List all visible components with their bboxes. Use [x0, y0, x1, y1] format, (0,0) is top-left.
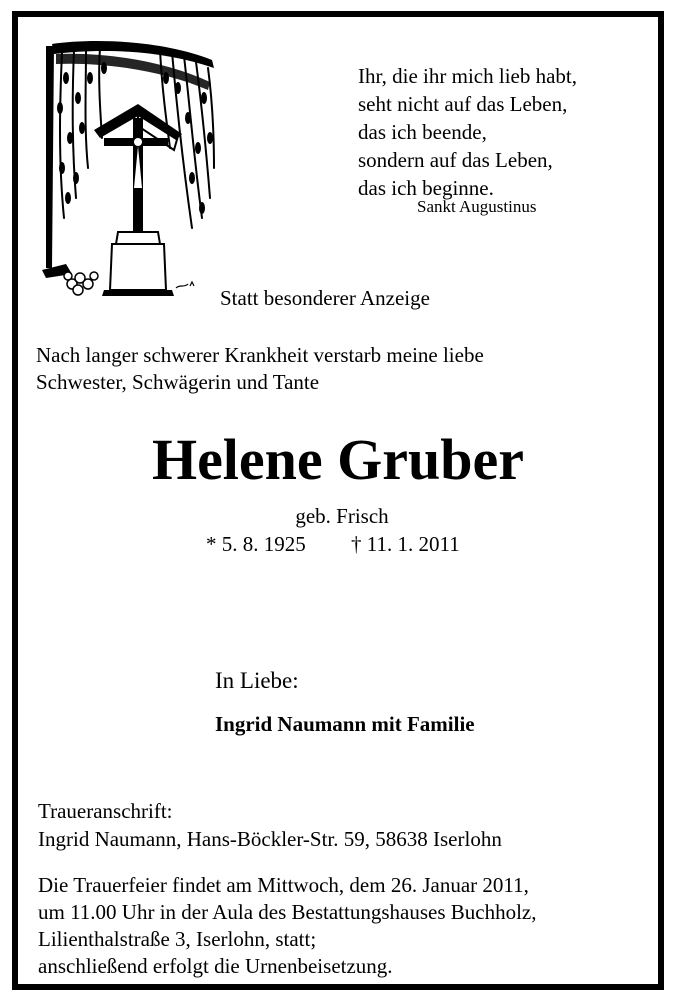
- poem: [358, 62, 577, 202]
- poem-line: das ich beende,: [358, 120, 487, 144]
- service-line: Lilienthalstraße 3, Iserlohn, statt;: [38, 927, 317, 951]
- death-date: † 11. 1. 2011: [351, 532, 460, 556]
- address-value: Ingrid Naumann, Hans-Böckler-Str. 59, 58638 Iserlohn: [38, 827, 502, 851]
- deceased-name: Helene Gruber: [151, 427, 525, 492]
- poem-line: seht nicht auf das Leben,: [358, 92, 568, 116]
- notice-heading: Statt besonderer Anzeige: [220, 286, 430, 310]
- notice-intro-line: Nach langer schwerer Krankheit verstarb meine liebe: [36, 343, 484, 367]
- mourners-label: In Liebe:: [215, 668, 299, 693]
- address-label: Traueranschrift:: [38, 799, 173, 823]
- mourners-names: Ingrid Naumann mit Familie: [215, 712, 475, 736]
- maiden-name: geb. Frisch: [295, 504, 389, 528]
- notice-intro-line: Schwester, Schwägerin und Tante: [36, 370, 320, 394]
- notice-intro: [36, 342, 484, 396]
- poem-line: sondern auf das Leben,: [358, 148, 553, 172]
- mourning-address: [38, 797, 502, 853]
- poem-author: Sankt Augustinus: [417, 197, 537, 216]
- service-line: anschließend erfolgt die Urnenbeisetzung.: [38, 954, 393, 978]
- poem-line: Ihr, die ihr mich lieb habt,: [358, 64, 578, 88]
- wayside-cross-under-willow-icon: [42, 38, 217, 302]
- life-dates: [206, 532, 460, 557]
- service-line: um 11.00 Uhr in der Aula des Bestattungshauses Buchholz,: [38, 900, 537, 924]
- funeral-service-info: [38, 872, 536, 980]
- birth-date: * 5. 8. 1925: [206, 532, 306, 556]
- service-line: Die Trauerfeier findet am Mittwoch, dem 26. Januar 2011,: [38, 873, 529, 897]
- poem-line: das ich beginne.: [358, 176, 494, 200]
